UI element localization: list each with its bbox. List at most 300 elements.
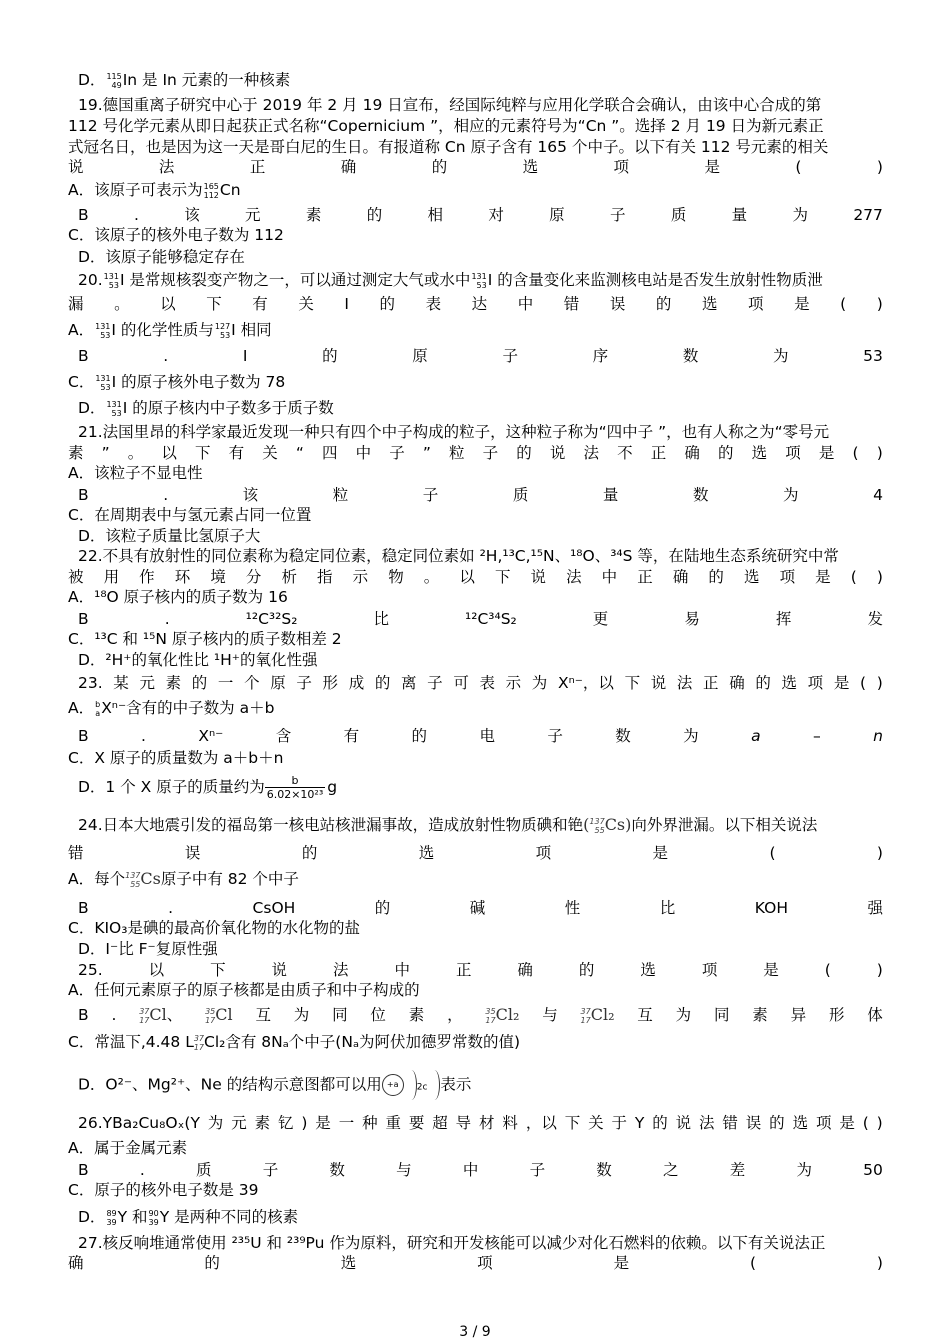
word-token: 是: [833, 674, 850, 692]
word-token: 4: [873, 486, 883, 504]
word-token: 电: [479, 727, 495, 745]
word-token: 为: [792, 206, 808, 224]
word-token: Xⁿ⁻，以: [557, 674, 614, 692]
word-token: .: [168, 899, 174, 917]
word-token: .: [163, 486, 169, 504]
word-token: 说: [650, 674, 667, 692]
word-token: Xⁿ⁻: [198, 727, 224, 745]
word-token: 示: [352, 568, 369, 586]
word-token: 比: [659, 899, 676, 917]
q25-option-d: D．O²⁻、Mg²⁺、Ne 的结构示意图都可以用 +a 2c 表示: [78, 1070, 883, 1100]
word-token: 项: [477, 1254, 493, 1272]
word-token: 可: [453, 674, 469, 692]
word-token: 子: [389, 444, 405, 462]
word-token: 的: [379, 295, 396, 313]
word-token: 成: [348, 674, 365, 692]
word-token: 的: [301, 844, 318, 862]
word-token: 26.YBa₂Cu₈Oₓ(Y: [78, 1114, 200, 1132]
word-token: 量: [731, 206, 748, 224]
q19-option-a: A．该原子可表示为 165 112 Cn: [68, 181, 241, 200]
word-token: 子: [610, 206, 626, 224]
word-token: 子: [296, 674, 312, 692]
word-token: 作: [139, 568, 155, 586]
word-token: ): [876, 444, 883, 462]
word-token: 选: [701, 295, 718, 313]
word-token: 挥: [775, 610, 792, 628]
word-token: 不: [617, 444, 633, 462]
word-token: (: [859, 674, 867, 692]
q25-stem: [78, 960, 883, 980]
word-token: 是: [818, 444, 835, 462]
word-token: (: [852, 444, 859, 462]
word-token: 子: [529, 1161, 546, 1179]
word-token: I: [344, 295, 349, 313]
q25-option-c: C．常温下,4.48 L 37 17 Cl₂含有 8Nₐ个中子(Nₐ为阿伏加德罗常数的值): [68, 1033, 521, 1052]
word-token: 25.: [78, 961, 103, 979]
word-token: 析: [281, 568, 297, 586]
word-token: 说: [675, 1114, 692, 1132]
word-token: 以: [161, 444, 177, 462]
word-token: 示: [505, 674, 522, 692]
word-token: 确: [684, 444, 700, 462]
word-token: (: [850, 568, 857, 586]
word-token: 易: [684, 610, 700, 628]
word-token: B: [78, 1161, 89, 1179]
word-token: .: [164, 610, 170, 628]
word-token: 正: [637, 568, 653, 586]
q21-option-b: [78, 485, 883, 505]
word-token: 下: [206, 295, 222, 313]
word-token: 选: [340, 1254, 357, 1272]
word-token: 环: [174, 568, 191, 586]
word-token: 项: [779, 568, 796, 586]
word-token: 为: [772, 347, 789, 365]
word-token: 中: [394, 961, 410, 979]
word-token: 素: [305, 206, 322, 224]
word-token: 有: [252, 295, 268, 313]
word-token: 以: [148, 961, 165, 979]
word-token: B: [78, 610, 89, 628]
q24-stem-1: 24.日本大地震引发的福岛第一核电站核泄漏事故，造成放射性物质碘和铯( 137 55 Cs)向外界泄漏。以下相关说法: [78, 815, 818, 835]
word-token: 为: [683, 727, 699, 745]
word-token: 项: [701, 961, 718, 979]
word-token: 项: [535, 844, 552, 862]
word-token: 子: [547, 727, 563, 745]
word-token: B: [78, 347, 89, 365]
q24-option-a: A．每个 137 55 Cs原子中有 82 个中子: [68, 869, 299, 889]
word-token: 导: [455, 1114, 472, 1132]
word-token: 有: [343, 727, 360, 745]
word-token: 的: [578, 961, 595, 979]
word-token: 选: [792, 1114, 809, 1132]
word-token: 的: [718, 444, 734, 462]
word-token: 差: [729, 1161, 746, 1179]
word-token: 离: [401, 674, 417, 692]
word-token: ): [876, 568, 883, 586]
q25-option-b: B . 37 17 Cl、 35 17 Cl 互 为 同 位 素 ， 35 17 Cl₂ 与 37 17 Cl₂ 互 为 同 素 异 形 体: [78, 1005, 883, 1025]
word-token: 的: [374, 899, 391, 917]
q25-option-a: A．任何元素原子的原子核都是由质子和中子构成的: [68, 981, 420, 999]
word-token: 对: [488, 206, 504, 224]
q26-option-d: D． 89 39 Y 和 90 39 Y 是两种不同的核素: [78, 1208, 299, 1227]
word-token: 。: [423, 568, 440, 586]
word-token: 说: [271, 961, 288, 979]
word-token: 的: [652, 1114, 668, 1132]
word-token: ): [301, 1114, 308, 1132]
word-token: 素: [254, 1114, 271, 1132]
word-token: 正: [703, 674, 719, 692]
word-token: 的: [322, 347, 338, 365]
word-token: 53: [863, 347, 883, 365]
word-token: 原: [549, 206, 565, 224]
word-token: –: [812, 727, 821, 745]
word-token: 。: [127, 444, 144, 462]
q26-option-b: [78, 1160, 883, 1180]
word-token: 料: [502, 1114, 518, 1132]
word-token: 的: [366, 206, 383, 224]
word-token: 中: [355, 444, 372, 462]
word-token: 是: [613, 1254, 630, 1272]
word-token: 种: [362, 1114, 378, 1132]
word-token: 相: [427, 206, 444, 224]
word-token: 的: [755, 674, 771, 692]
word-token: 是: [704, 158, 720, 176]
word-token: 项: [613, 158, 630, 176]
word-token: 要: [408, 1114, 425, 1132]
word-token: 说: [68, 158, 84, 176]
word-token: .: [133, 206, 139, 224]
word-token: ”: [101, 444, 110, 462]
word-token: 选: [743, 568, 760, 586]
word-token: 选: [751, 444, 768, 462]
word-token: 项: [748, 295, 764, 313]
word-token: 确: [672, 568, 689, 586]
word-token: 正: [249, 158, 266, 176]
word-token: .: [141, 727, 146, 745]
word-token: 物: [388, 568, 404, 586]
word-token: I: [242, 347, 248, 365]
word-token: 50: [863, 1161, 883, 1179]
word-token: 为: [531, 674, 548, 692]
word-token: (: [862, 1114, 869, 1132]
word-token: 关: [262, 444, 278, 462]
word-token: 的: [769, 1114, 785, 1132]
word-token: a: [751, 727, 761, 745]
word-token: 粒: [449, 444, 465, 462]
word-token: .: [163, 347, 169, 365]
word-token: 错: [68, 844, 84, 862]
word-token: 是: [815, 568, 831, 586]
word-token: 下: [624, 674, 641, 692]
word-token: 原: [412, 347, 428, 365]
word-token: 以: [160, 295, 176, 313]
word-token: ): [876, 961, 883, 979]
word-token: 选: [418, 844, 435, 862]
word-token: 中: [462, 1161, 479, 1179]
word-token: 的: [191, 674, 208, 692]
word-token: ): [876, 1114, 883, 1132]
word-token: 于: [611, 1114, 627, 1132]
word-token: 数: [615, 727, 631, 745]
word-token: 的: [516, 444, 532, 462]
word-token: 用: [103, 568, 120, 586]
q20-option-c: C． 131 53 I 的原子核外电子数为 78: [68, 373, 286, 392]
word-token: 法: [333, 961, 349, 979]
word-token: Y: [634, 1114, 645, 1132]
word-token: 为: [783, 486, 799, 504]
word-token: 子: [262, 1161, 279, 1179]
q20-stem-1: 20. 131 53 I 是常规核裂变产物之一，可以通过测定大气或水中 131 53 I 的含量变化来监测核电站是否发生放射性物质泄: [78, 271, 823, 290]
word-token: n: [873, 727, 883, 745]
word-token: ): [876, 844, 883, 862]
word-token: 为: [796, 1161, 812, 1179]
word-token: 发: [867, 610, 883, 628]
q19-stem-4: [68, 157, 883, 177]
q21-option-a: A．该粒子不显电性: [68, 464, 203, 482]
word-token: 子: [502, 347, 518, 365]
q23-option-b: [78, 726, 883, 746]
word-token: 23.: [78, 674, 103, 692]
word-token: 误: [184, 844, 201, 862]
word-token: 是: [652, 844, 669, 862]
word-token: ): [876, 674, 883, 692]
word-token: 的: [431, 158, 448, 176]
word-token: 素: [165, 674, 182, 692]
word-token: 。: [114, 295, 130, 313]
word-token: 元: [231, 1114, 247, 1132]
q23-option-d: D．1 个 X 原子的质量约为 $\frac{b}{\text{6.02×10²³}}$ g: [78, 774, 338, 801]
word-token: (: [824, 961, 831, 979]
word-token: (: [840, 295, 847, 313]
word-token: 下: [564, 1114, 581, 1132]
word-token: 重: [385, 1114, 401, 1132]
word-token: 表: [479, 674, 495, 692]
word-token: .: [139, 1161, 145, 1179]
word-token: 超: [432, 1114, 448, 1132]
word-token: 确: [729, 674, 745, 692]
word-token: KOH: [754, 899, 788, 917]
word-token: ): [876, 295, 883, 313]
word-token: 材: [479, 1114, 495, 1132]
word-token: 错: [563, 295, 580, 313]
word-token: 元: [139, 674, 155, 692]
word-token: 数: [682, 347, 699, 365]
mass-fraction: $\frac{b}{\text{6.02×10²³}}$: [266, 774, 324, 801]
word-token: 正: [455, 961, 472, 979]
q22-option-b: [78, 609, 883, 629]
word-token: 选: [781, 674, 798, 692]
word-token: 下: [195, 444, 211, 462]
word-token: 下: [210, 961, 226, 979]
word-token: 碱: [469, 899, 486, 917]
q22-stem-1: 22.不具有放射性的同位素称为稳定同位素，稳定同位素如 ²H,¹³C,¹⁵N、¹⁸O、³⁴S 等，在陆地生态系统研究中常: [78, 547, 839, 565]
word-token: 境: [210, 568, 226, 586]
word-token: 子: [422, 486, 439, 504]
word-token: 为: [207, 1114, 224, 1132]
word-token: 数: [692, 486, 709, 504]
q20-option-d: D． 131 53 I 的原子核内中子数多于质子数: [78, 399, 334, 418]
word-token: 一: [338, 1114, 355, 1132]
isotope-in: 115 49: [106, 71, 122, 90]
word-token: “: [295, 444, 304, 462]
word-token: 法: [566, 568, 582, 586]
word-token: ¹²C³⁴S₂: [465, 610, 517, 628]
word-token: 的: [411, 727, 428, 745]
q19-option-b: [78, 205, 883, 225]
q22-option-d: D．²H⁺的氧化性比 ¹H⁺的氧化性强: [78, 651, 318, 669]
q27-stem-1: 27.核反响堆通常使用 ²³⁵U 和 ²³⁹Pu 作为原料，研究和开发核能可以减少对化石燃料的依赖。以下有关说法正: [78, 1234, 826, 1252]
word-token: 含: [275, 727, 292, 745]
word-token: 说: [549, 444, 566, 462]
q19-option-d: D．该原子能够稳定存在: [78, 248, 245, 266]
word-token: 项: [785, 444, 801, 462]
word-token: (: [749, 1254, 757, 1272]
word-token: 被: [68, 568, 84, 586]
word-token: 比: [373, 610, 389, 628]
q26-option-c: C．原子的核外电子数是 39: [68, 1181, 259, 1199]
word-token: 关: [588, 1114, 604, 1132]
word-token: 元: [245, 206, 261, 224]
word-token: (: [795, 158, 802, 176]
q27-stem-2: [68, 1253, 883, 1273]
word-token: 该: [242, 486, 259, 504]
word-token: 确: [340, 158, 357, 176]
q24-option-c: C．KIO₃是碘的最高价氧化物的水化物的盐: [68, 919, 360, 937]
word-token: 有: [228, 444, 245, 462]
word-token: 关: [298, 295, 314, 313]
word-token: 项: [807, 674, 824, 692]
word-token: B: [78, 727, 89, 745]
q22-option-c: C．¹³C 和 ¹⁵N 原子核内的质子数相差 2: [68, 630, 342, 648]
word-token: B: [78, 899, 89, 917]
word-token: B: [78, 486, 89, 504]
q26-stem: [78, 1113, 883, 1133]
electron-shell-arc: [406, 1070, 417, 1100]
word-token: 下: [494, 568, 511, 586]
q21-option-c: C．在周期表中与氢元素占同一位置: [68, 506, 312, 524]
q22-option-a: A．¹⁸O 原子核内的质子数为 16: [68, 588, 288, 606]
word-token: 之: [663, 1161, 679, 1179]
word-token: 说: [530, 568, 547, 586]
word-token: 法: [583, 444, 600, 462]
page-number: 3 / 9: [459, 1324, 491, 1340]
word-token: B: [78, 206, 89, 224]
q24-stem-2: [68, 843, 883, 863]
q22-stem-2: [68, 567, 883, 587]
word-token: 素: [68, 444, 84, 462]
word-token: 原: [270, 674, 286, 692]
word-token: 数: [329, 1161, 345, 1179]
word-token: 错: [722, 1114, 738, 1132]
word-token: 选: [640, 961, 656, 979]
q24-option-b: [78, 898, 883, 918]
q20-option-a: A． 131 53 I 的化学性质与 127 53 I 相同: [68, 321, 272, 340]
word-token: 与: [396, 1161, 412, 1179]
word-token: 的: [655, 295, 672, 313]
word-token: ，以: [525, 1114, 557, 1132]
q23-option-c: C．X 原子的质量数为 a＋b＋n: [68, 749, 284, 767]
q19-option-c: C．该原子的核外电子数为 112: [68, 226, 284, 244]
word-token: 四: [322, 444, 338, 462]
q19-stem-1: 19.德国重离子研究中心于 2019 年 2 月 19 日宣布，经国际纯粹与应用化学联合会确认，由该中心合成的第: [78, 96, 822, 114]
word-token: ): [876, 1254, 883, 1272]
word-token: 选: [522, 158, 539, 176]
word-token: 强: [867, 899, 883, 917]
word-token: 该: [184, 206, 200, 224]
word-token: 确: [68, 1254, 84, 1272]
word-token: ): [876, 158, 883, 176]
electron-shell-arc-2: [429, 1070, 440, 1100]
word-token: 正: [650, 444, 667, 462]
word-token: (: [769, 844, 776, 862]
word-token: 是: [315, 1114, 331, 1132]
word-token: ¹²C³²S₂: [245, 610, 298, 628]
word-token: 法: [676, 674, 693, 692]
word-token: 形: [322, 674, 339, 692]
word-token: 某: [113, 674, 129, 692]
word-token: 是: [794, 295, 810, 313]
word-token: 质: [670, 206, 687, 224]
word-token: 质: [195, 1161, 212, 1179]
q19-stem-3: 式冠名日，也是因为这一天是哥白尼的生日。有报道称 Cn 原子含有 165 个中子。以下有关 112 号元素的相关: [68, 138, 829, 156]
word-token: 数: [596, 1161, 612, 1179]
word-token: 法: [158, 158, 175, 176]
word-token: 量: [602, 486, 619, 504]
word-token: 子: [427, 674, 443, 692]
q20-stem-2: [68, 294, 883, 314]
word-token: 钇: [277, 1114, 294, 1132]
word-token: 法: [699, 1114, 715, 1132]
word-token: 达: [471, 295, 488, 313]
word-token: 是: [763, 961, 779, 979]
word-token: 一: [217, 674, 234, 692]
q21-stem-2: [68, 443, 883, 463]
q23-stem: [78, 673, 883, 693]
q18-option-d: D． 115 49 In 是 In 元素的一种核素: [78, 71, 291, 90]
q26-option-a: A．属于金属元素: [68, 1139, 188, 1157]
word-token: 误: [745, 1114, 762, 1132]
word-token: 分: [245, 568, 262, 586]
word-token: 序: [592, 347, 609, 365]
word-token: 277: [853, 206, 883, 224]
word-token: CsOH: [252, 899, 296, 917]
word-token: 更: [592, 610, 609, 628]
word-token: 性: [564, 899, 581, 917]
q24-option-d: D．I⁻比 F⁻复原性强: [78, 940, 218, 958]
word-token: 以: [459, 568, 475, 586]
word-token: 个: [244, 674, 260, 692]
word-token: ”: [422, 444, 431, 462]
q20-option-b: [78, 346, 883, 366]
q21-stem-1: 21.法国里昂的科学家最近发现一种只有四个中子构成的粒子，这种粒子称为“四中子 ”，也有人称之为“零号元: [78, 423, 830, 441]
q21-option-d: D．该粒子质量比氢原子大: [78, 527, 261, 545]
word-token: 的: [708, 568, 724, 586]
word-token: 中: [601, 568, 618, 586]
q23-option-a: A． b a Xⁿ⁻含有的中子数为 a＋b: [68, 699, 275, 718]
word-token: 漏: [68, 295, 84, 313]
word-token: 是: [839, 1114, 855, 1132]
word-token: 确: [517, 961, 533, 979]
word-token: 的: [374, 674, 391, 692]
word-token: 误: [609, 295, 626, 313]
word-token: 表: [425, 295, 442, 313]
word-token: 的: [204, 1254, 220, 1272]
word-token: 粒: [332, 486, 349, 504]
word-token: 中: [517, 295, 534, 313]
word-token: 项: [815, 1114, 832, 1132]
word-token: 质: [512, 486, 529, 504]
word-token: 指: [317, 568, 333, 586]
